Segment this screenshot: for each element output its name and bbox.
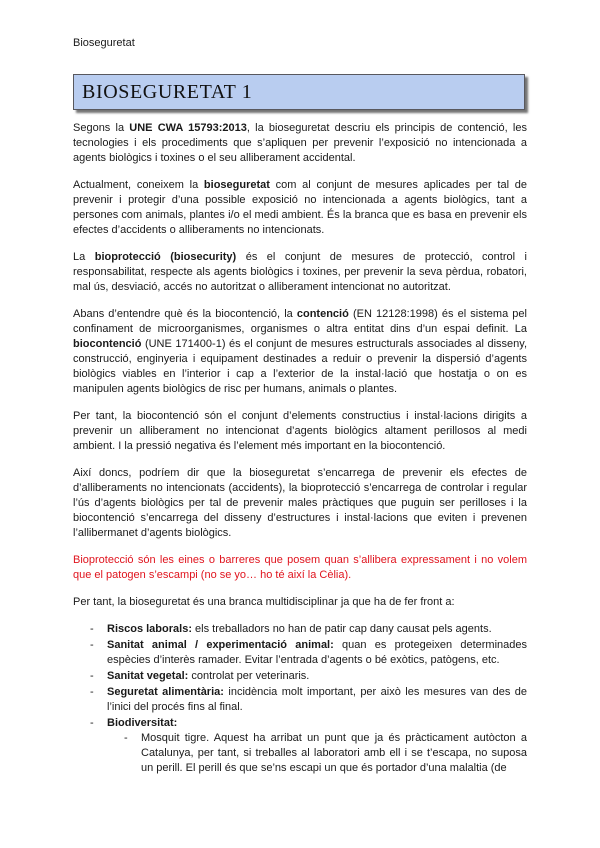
biodiversitat-sublist <box>107 731 527 776</box>
paragraph-contencio: Abans d’entendre què és la biocontenció, la contenció (EN 12128:1998) és el sistema pel confinament de microorganismes, organismes o altra entitat dins d’un espai definit. La biocontenció (UNE 171400-1) és el conjunt de mesures estructurals associades al disseny, construcció, enginyeria i equipament destinades a reduir o prevenir la dispersió d’agents biològics viables en l’interior i cap a l’exterior de la instal·lació que hostatja o on es manipulen agents biològics de risc per humans, animals o plantes. <box>73 308 527 395</box>
paragraph-per-tant: Per tant, la biocontenció són el conjunt d’elements constructius i instal·lacions dirigits a prevenir un alliberament no intencionat d’agents biològics altament perillosos al medi ambient. I la pressió negativa és l’element més important en la biocontenció. <box>73 410 527 452</box>
areas-list <box>73 622 527 776</box>
list-item: - Sanitat vegetal: controlat per veterinaris. <box>73 669 527 684</box>
list-item: - Biodiversitat: - Mosquit tigre. Aquest ha arribat un punt que ja és pràcticament autòcton a Catalunya, per tant, si treballes al laboratori amb ell i se t’escapa, no suposa un perill. El perill és que se’ns escapi un que és portador d’una malaltia (de <box>73 716 527 776</box>
document-body <box>73 121 527 777</box>
paragraph-une-definition: Segons la UNE CWA 15793:2013, la bioseguretat descriu els principis de contenció, les tecnologies i els procediments que s’apliquen per prevenir l’exposició no intencionada a agents biològics i toxines o el seu alliberament accidental. <box>73 122 527 164</box>
list-item: - Sanitat animal / experimentació animal: quan es protegeixen determinades espècies d’interès ramader. Evitar l’entrada d’agents o bé exòtics, patògens, etc. <box>73 638 527 668</box>
paragraph-bioseguretat: Actualment, coneixem la bioseguretat com al conjunt de mesures aplicades per tal de prevenir i protegir d’una possible exposició no intencionada a agents biològics, tant a persones com animals, plantes i/o el medi ambient. És la branca que es basa en prevenir els efectes d’accidents o alliberaments no intencionats. <box>73 179 527 236</box>
title-box <box>73 74 525 110</box>
term-bioproteccio: bioprotecció (biosecurity) <box>94 251 237 263</box>
paragraph-bioproteccio: La bioprotecció (biosecurity) és el conjunt de mesures de protecció, control i responsabilitat, respecte als agents biològics i toxines, per prevenir la seva pèrdua, robatori, mal ús, desviació, accés no autoritzat o alliberament intencionat no autoritzat. <box>73 251 527 293</box>
sublist-item: - Mosquit tigre. Aquest ha arribat un punt que ja és pràcticament autòcton a Catalunya, per tant, si treballes al laboratori amb ell i se t’escapa, no suposa un perill. El perill és que se’ns escapi un que és portador d’una malaltia (de <box>107 731 527 776</box>
running-header: Bioseguretat <box>73 37 135 49</box>
term-biocontencio: biocontenció <box>73 338 142 350</box>
standard-reference: UNE CWA 15793:2013 <box>129 122 247 134</box>
list-item: - Riscos laborals: els treballadors no han de patir cap dany causat pels agents. <box>73 622 527 637</box>
term-bioseguretat: bioseguretat <box>203 179 270 191</box>
list-item: - Seguretat alimentària: incidència molt important, per això les mesures van des de l’inici del procés fins al final. <box>73 685 527 715</box>
red-note: Bioprotecció són les eines o barreres que posem quan s’allibera expressament i no volem que el patogen s’escampi (no se yo… ho té així la Cèlia). <box>73 554 527 581</box>
paragraph-aixi-doncs: Així doncs, podríem dir que la bioseguretat s’encarrega de prevenir els efectes de d’alliberaments no intencionats (accidents), la bioprotecció s’encarrega de controlar i regular l’ús d’agents biològics per tal de prevenir males pràctiques que puguin ser perilloses i la biocontenció s’encarrega del disseny d’estructures i instal·lacions que eviten i prevenen l’allibermanet d’agents biològics. <box>73 467 527 539</box>
paragraph-multidisciplinar: Per tant, la bioseguretat és una branca multidisciplinar ja que ha de fer front a: <box>73 596 455 608</box>
page-title: BIOSEGURETAT 1 <box>82 80 253 103</box>
term-contencio: contenció <box>296 308 349 320</box>
